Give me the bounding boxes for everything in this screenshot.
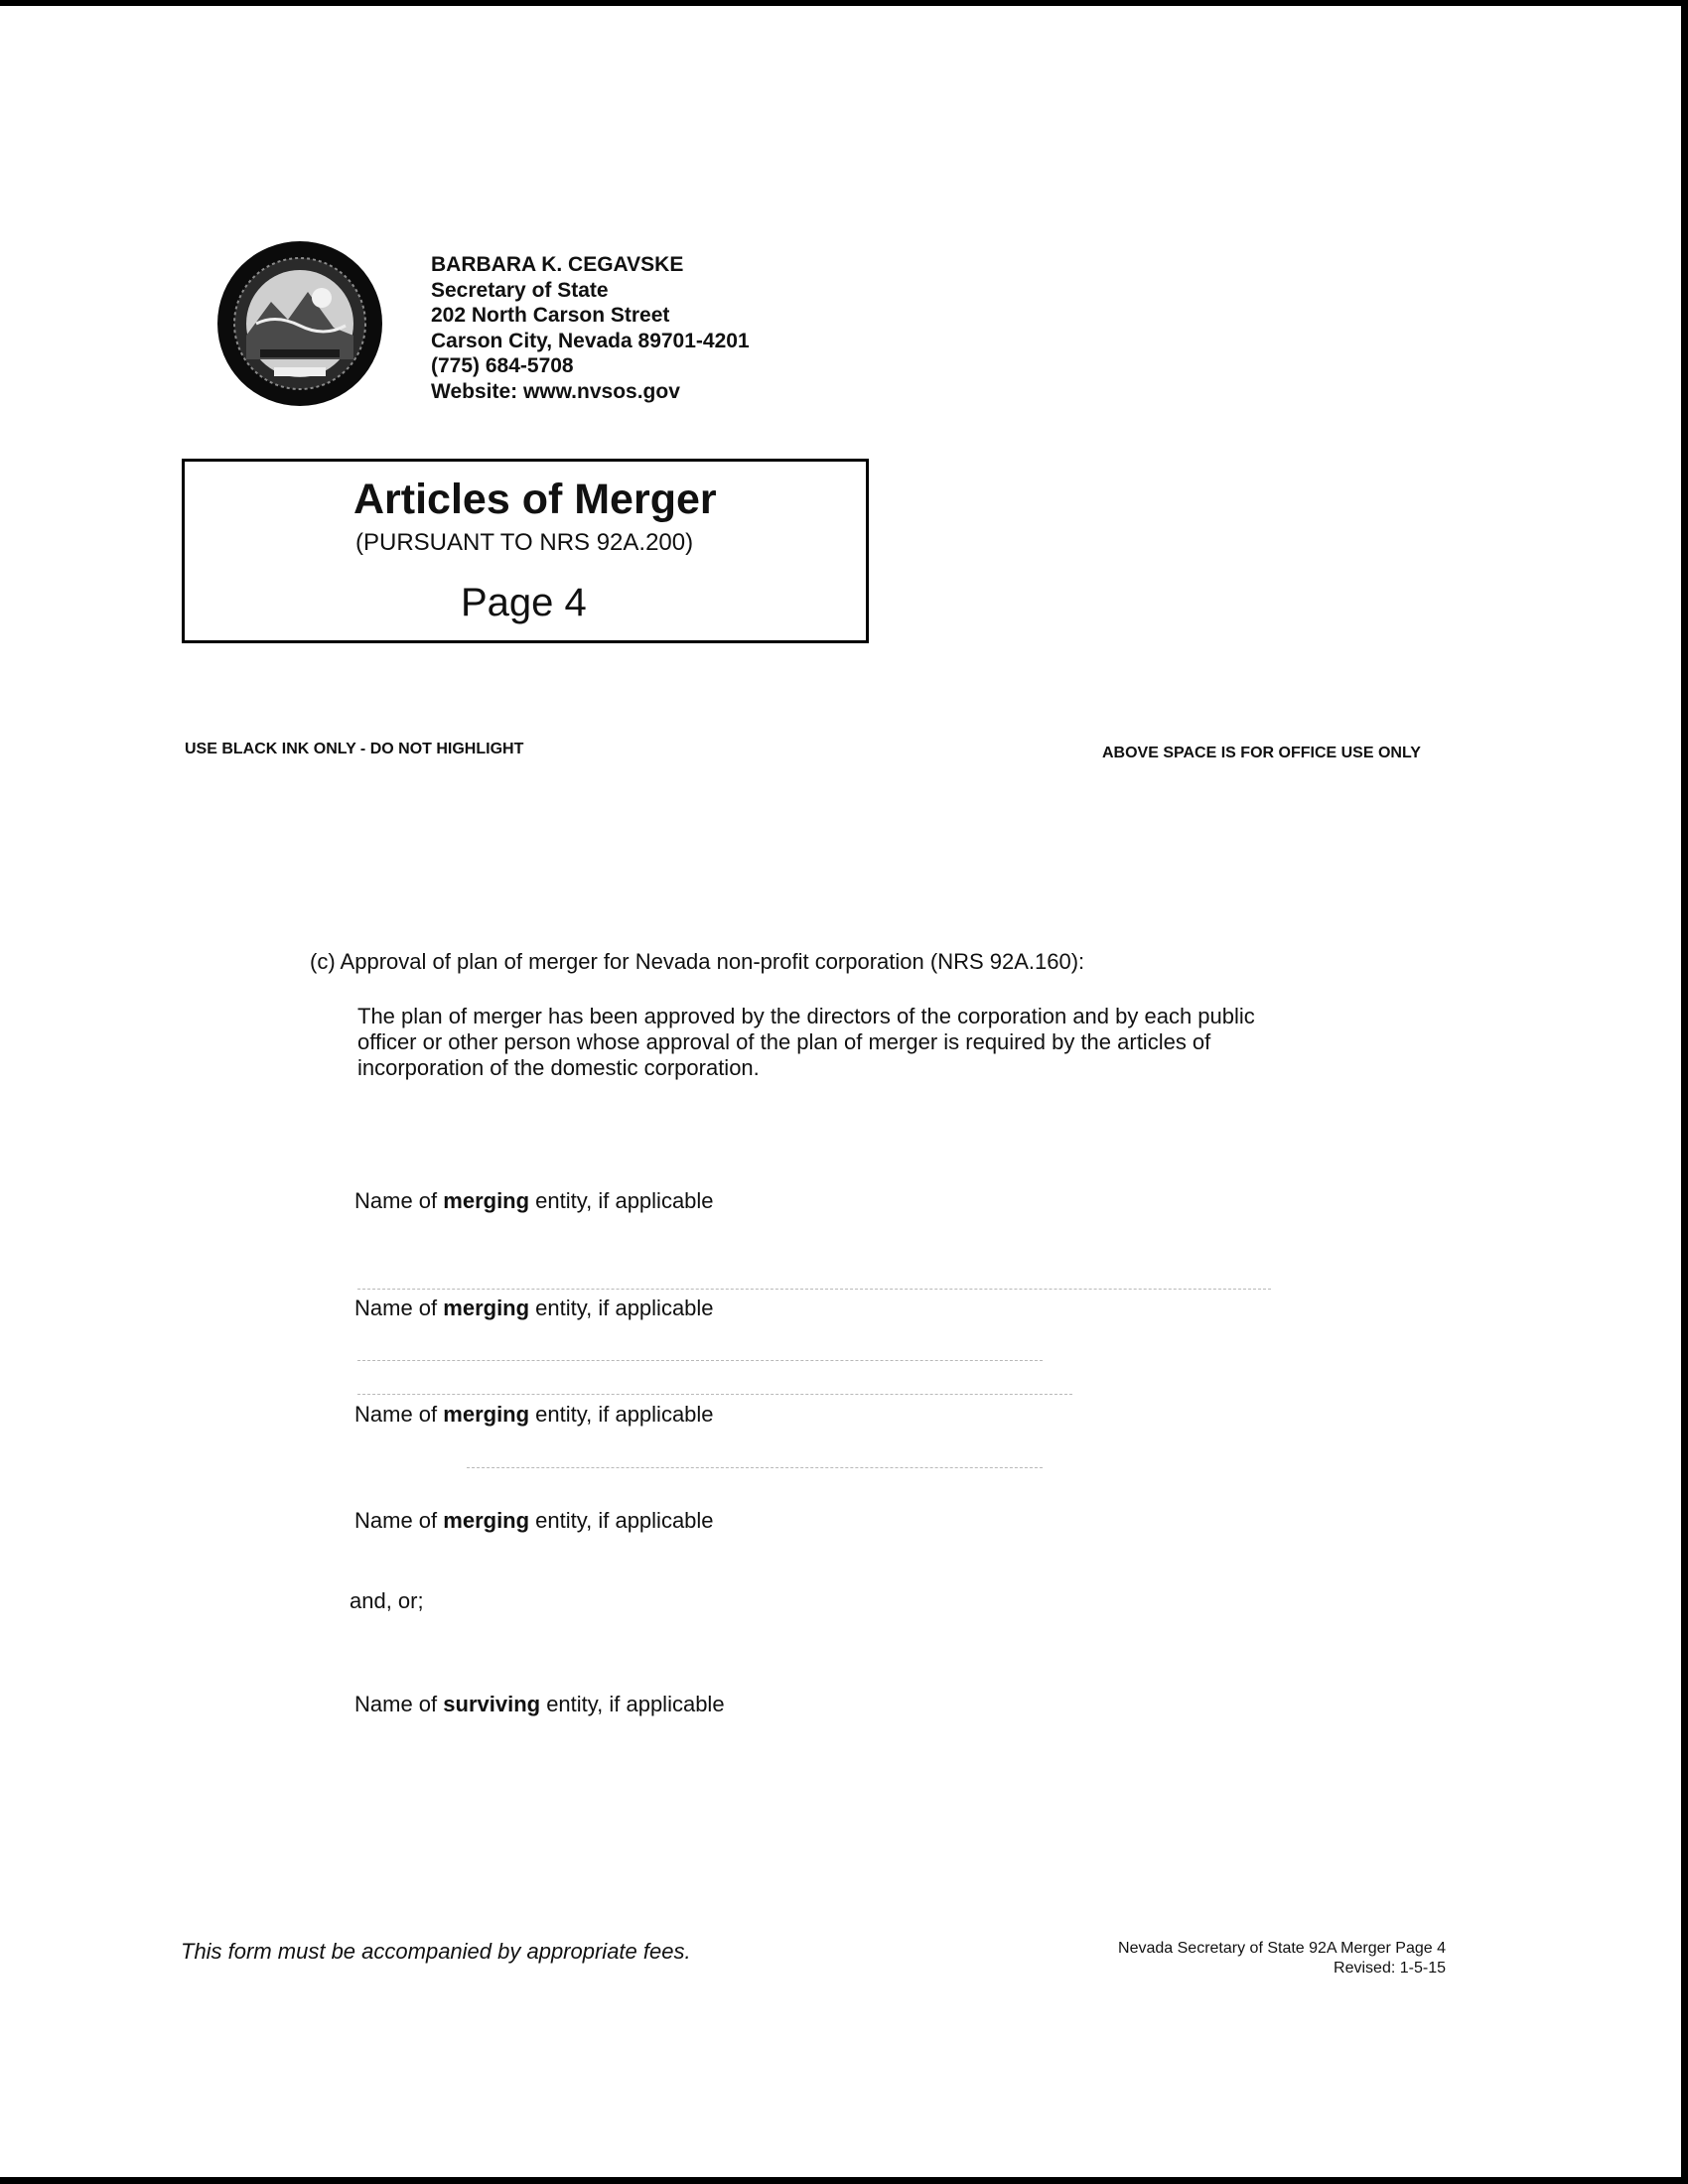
phone-number: (775) 684-5708: [431, 354, 574, 377]
entry-line-2[interactable]: [357, 1360, 1043, 1361]
entry-line-3[interactable]: [357, 1394, 1072, 1395]
form-title: Articles of Merger: [353, 476, 717, 523]
secretary-name: BARBARA K. CEGAVSKE: [431, 253, 684, 276]
form-title-box: [182, 459, 869, 643]
street-address: 202 North Carson Street: [431, 304, 670, 327]
approval-statement: The plan of merger has been approved by the directors of the corporation and by each public officer or other person whose approval of the plan of merger is required by the articles of incorporation of the domestic corporation.: [357, 1004, 1255, 1080]
website: Website: www.nvsos.gov: [431, 379, 680, 403]
scan-edge-top: [0, 0, 1688, 6]
merging-entity-field-2[interactable]: Name of merging entity, if applicable: [354, 1296, 714, 1320]
nevada-state-seal: [216, 240, 383, 407]
scan-edge-right: [1681, 0, 1688, 2184]
surviving-entity-field[interactable]: Name of surviving entity, if applicable: [354, 1692, 725, 1716]
secretary-of-state-header: [431, 252, 750, 404]
ink-notice: USE BLACK INK ONLY - DO NOT HIGHLIGHT: [185, 741, 524, 757]
and-or-connector: and, or;: [350, 1588, 424, 1613]
form-subtitle: (PURSUANT TO NRS 92A.200): [355, 529, 694, 556]
city-state-zip: Carson City, Nevada 89701-4201: [431, 329, 750, 352]
fees-notice: This form must be accompanied by appropriate fees.: [181, 1939, 691, 1964]
entry-line-4[interactable]: [467, 1467, 1043, 1468]
merging-entity-field-4[interactable]: Name of merging entity, if applicable: [354, 1508, 714, 1533]
revision-date: Revised: 1-5-15: [1334, 1960, 1446, 1977]
form-identifier: [1118, 1939, 1446, 1979]
scan-edge-bottom: [0, 2177, 1688, 2184]
merging-entity-field-1[interactable]: Name of merging entity, if applicable: [354, 1188, 714, 1213]
office-use-notice: ABOVE SPACE IS FOR OFFICE USE ONLY: [1102, 745, 1421, 761]
secretary-title: Secretary of State: [431, 278, 609, 302]
merging-entity-field-3[interactable]: Name of merging entity, if applicable: [354, 1402, 714, 1427]
form-id: Nevada Secretary of State 92A Merger Page 4: [1118, 1940, 1446, 1957]
page-number: Page 4: [461, 581, 587, 624]
entry-line-1[interactable]: [357, 1289, 1271, 1290]
section-heading: (c) Approval of plan of merger for Nevada non-profit corporation (NRS 92A.160):: [310, 949, 1085, 974]
